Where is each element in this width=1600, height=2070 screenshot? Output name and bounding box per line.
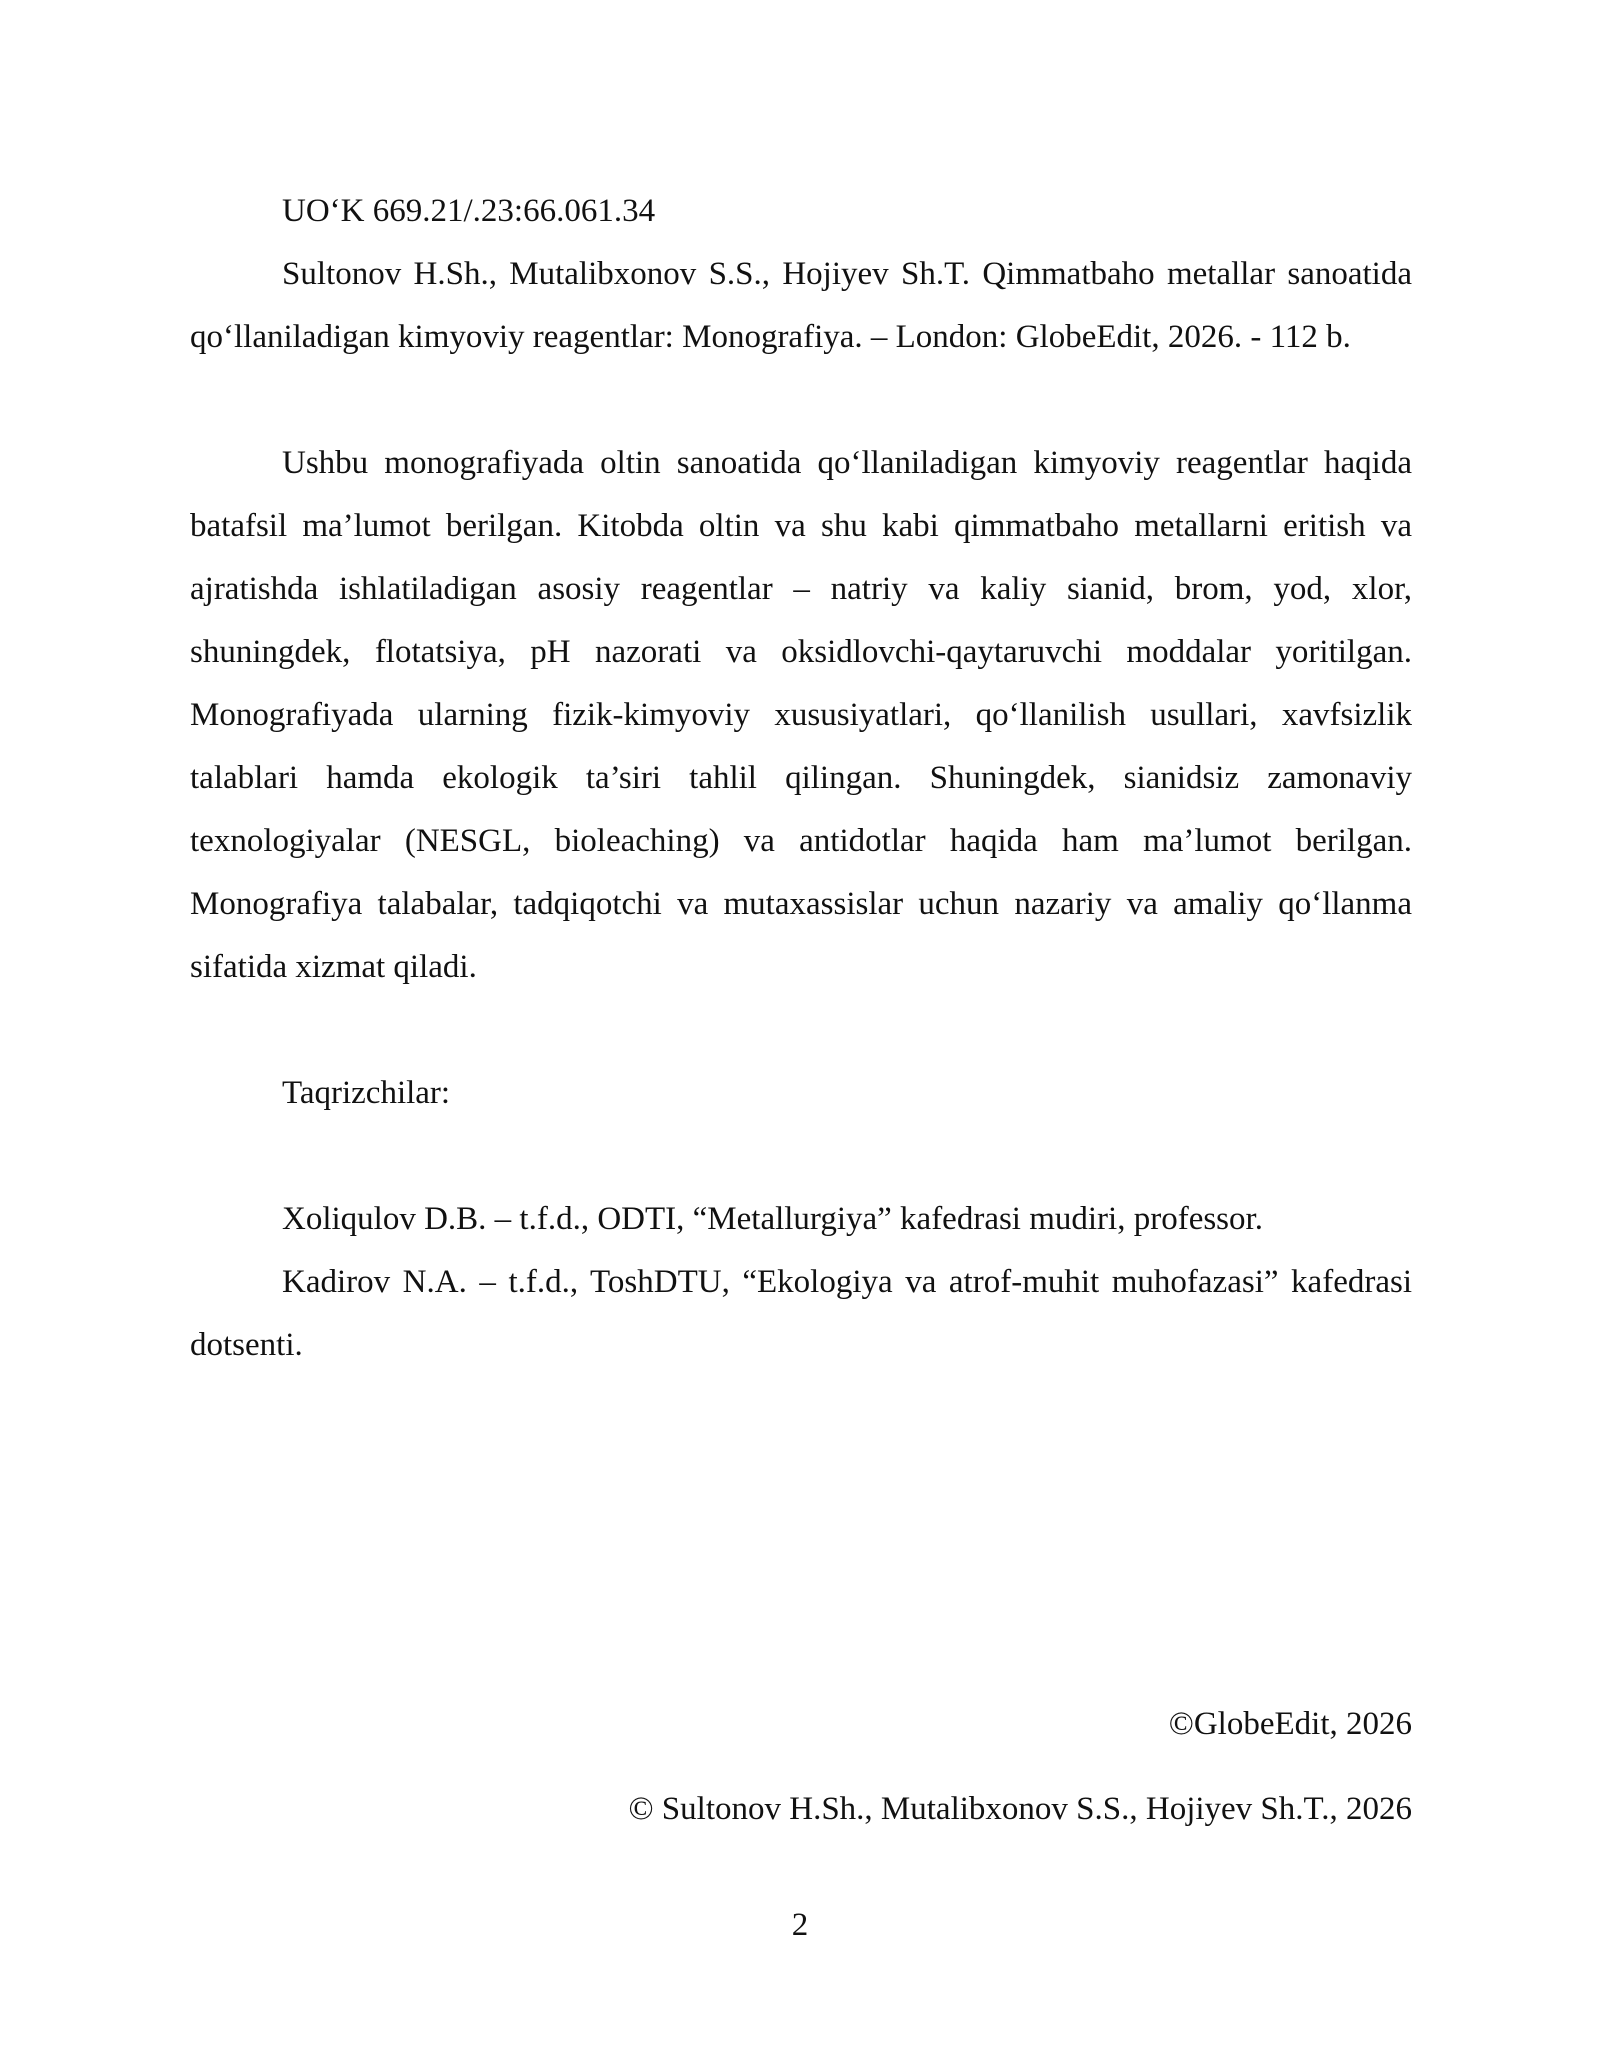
udk-code: UO‘K 669.21/.23:66.061.34 [282, 193, 656, 229]
copyright-authors: © Sultonov H.Sh., Mutalibxonov S.S., Hojiyev Sh.T., 2026 [628, 1791, 1412, 1827]
copyright-block [190, 1693, 1412, 1841]
abstract-paragraph: Ushbu monografiyada oltin sanoatida qo‘llaniladigan kimyoviy reagentlar haqida batafsil ma’lumot berilgan. Kitobda oltin va shu kabi qimmatbaho metallarni eritish va ajratishda ishlatiladigan asosiy reagentlar – natriy va kaliy sianid, brom, yod, xlor, shuningdek, flotatsiya, pH nazorati va oksidlovchi-qaytaruvchi moddalar yoritilgan. Monografiyada ularning fizik-kimyoviy xususiyatlari, qo‘llanilish usullari, xavfsizlik talablari hamda ekologik ta’siri tahlil qilingan. Shuningdek, sianidsiz zamonaviy texnologiyalar (NESGL, bioleaching) va antidotlar haqida ham ma’lumot berilgan. Monografiya talabalar, tadqiqotchi va mutaxassislar uchun nazariy va amaliy qo‘llanma sifatida xizmat qiladi. [190, 445, 1412, 985]
bibliographic-citation: Sultonov H.Sh., Mutalibxonov S.S., Hojiyev Sh.T. Qimmatbaho metallar sanoatida qo‘llaniladigan kimyoviy reagentlar: Monografiya. – London: GlobeEdit, 2026. - 112 b. [190, 256, 1412, 355]
page-body [190, 180, 1412, 1377]
reviewers-heading: Taqrizchilar: [282, 1075, 451, 1111]
reviewer-entry: Xoliqulov D.B. – t.f.d., ODTI, “Metallurgiya” kafedrasi mudiri, professor. [282, 1201, 1263, 1237]
page-number: 2 [791, 1907, 809, 1943]
copyright-publisher: ©GlobeEdit, 2026 [1168, 1706, 1412, 1742]
reviewer-entry: Kadirov N.A. – t.f.d., ToshDTU, “Ekologiya va atrof-muhit muhofazasi” kafedrasi dotsenti. [190, 1264, 1412, 1363]
